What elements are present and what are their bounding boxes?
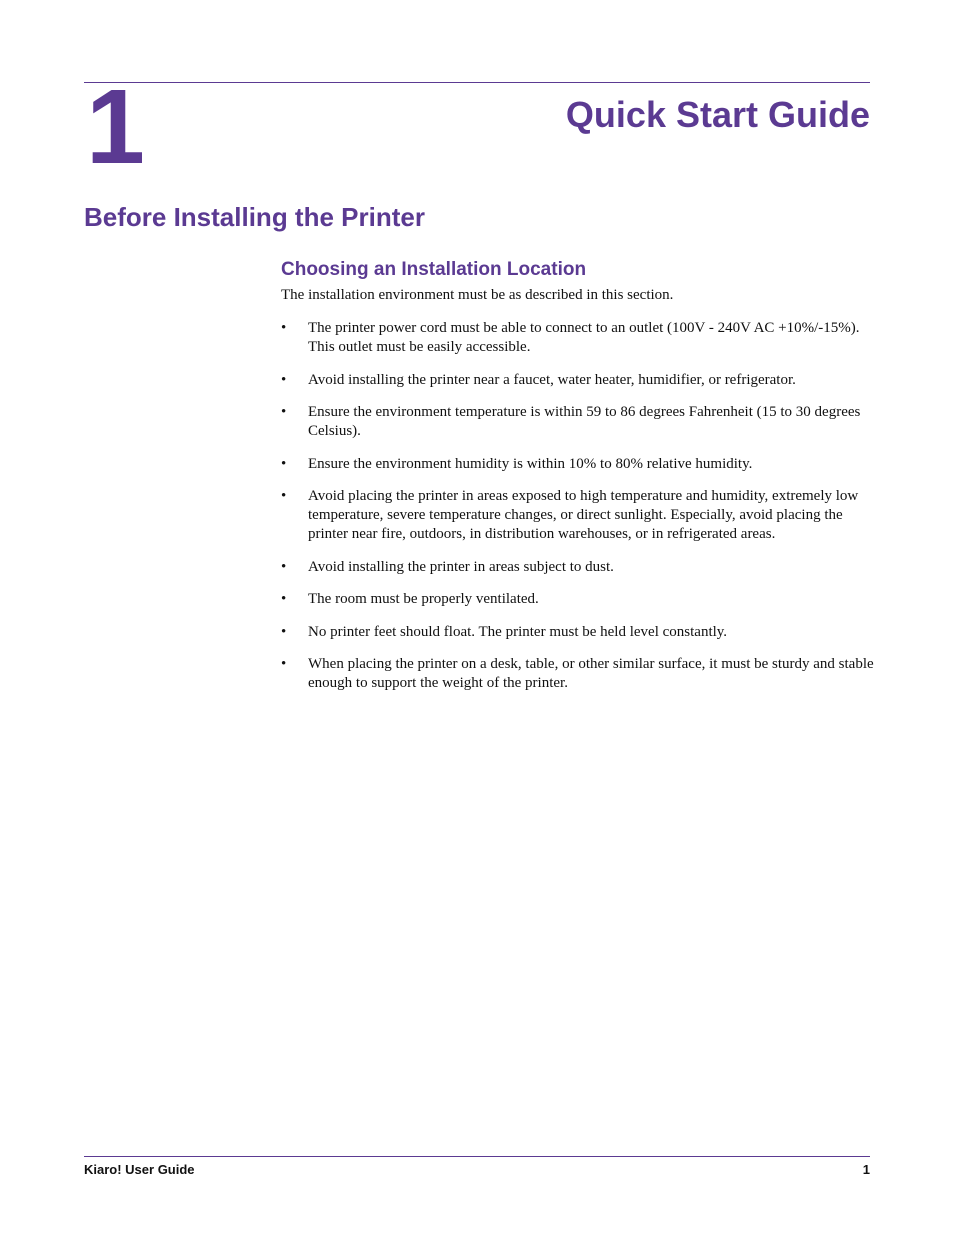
footer-document-title: Kiaro! User Guide	[84, 1162, 195, 1177]
list-item	[281, 455, 876, 474]
header-rule	[84, 82, 870, 83]
list-item	[281, 371, 876, 390]
list-item	[281, 403, 876, 441]
list-item-text: Avoid installing the printer near a faucet, water heater, humidifier, or refrigerator.	[308, 371, 796, 388]
list-item	[281, 319, 876, 357]
bullet-marker: •	[281, 488, 287, 504]
list-item-text: The printer power cord must be able to connect to an outlet (100V - 240V AC +10%/-15%). This outlet must be easily accessible.	[308, 320, 860, 355]
list-item-text: No printer feet should float. The printer must be held level constantly.	[308, 623, 728, 640]
bullet-marker: •	[281, 558, 287, 575]
bullet-marker: •	[281, 371, 287, 388]
list-item-text: When placing the printer on a desk, table, or other similar surface, it must be sturdy and stable enough to support the weight of the printer.	[308, 656, 874, 691]
bullet-marker: •	[281, 320, 287, 336]
bullet-marker: •	[281, 404, 287, 420]
list-item	[281, 655, 876, 693]
requirements-list	[281, 319, 876, 707]
page-number: 1	[862, 1162, 870, 1177]
footer-rule	[84, 1156, 870, 1157]
bullet-marker: •	[281, 591, 287, 607]
chapter-number: 1	[86, 68, 145, 186]
list-item-text: Ensure the environment temperature is within 59 to 86 degrees Fahrenheit (15 to 30 degrees Celsius).	[308, 404, 861, 439]
subsection-heading: Choosing an Installation Location	[281, 259, 587, 280]
list-item	[281, 558, 876, 577]
section-heading: Before Installing the Printer	[84, 202, 425, 232]
list-item-text: Ensure the environment humidity is within 10% to 80% relative humidity.	[308, 455, 753, 472]
chapter-title: Quick Start Guide	[565, 94, 870, 135]
list-item	[281, 487, 876, 544]
bullet-marker: •	[281, 656, 287, 672]
list-item-text: The room must be properly ventilated.	[308, 591, 539, 607]
bullet-marker: •	[281, 623, 287, 640]
list-item	[281, 623, 876, 642]
list-item-text: Avoid placing the printer in areas exposed to high temperature and humidity, extremely low temperature, severe temperature changes, or direct sunlight. Especially, avoid placing the printer near fire, outdoors, in distribution warehouses, or in refrigerated areas.	[308, 488, 859, 542]
intro-paragraph: The installation environment must be as described in this section.	[281, 287, 674, 303]
list-item-text: Avoid installing the printer in areas subject to dust.	[308, 558, 614, 575]
list-item	[281, 590, 876, 609]
bullet-marker: •	[281, 455, 287, 472]
